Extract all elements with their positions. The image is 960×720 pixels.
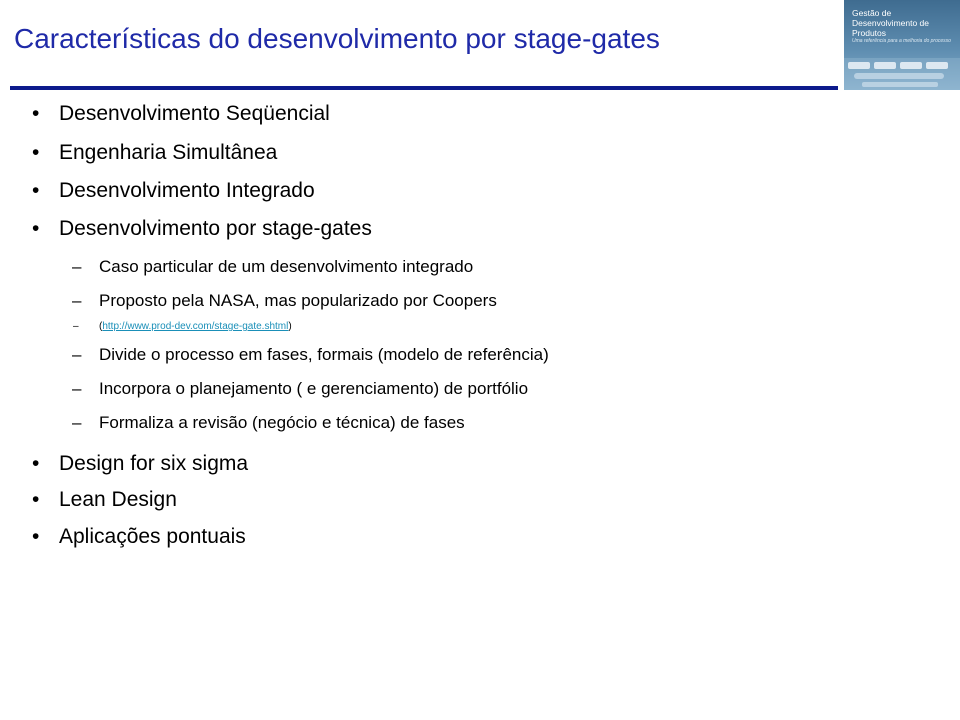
- bullet-text: Desenvolvimento Seqüencial: [59, 102, 330, 125]
- bullet-text: Design for six sigma: [59, 452, 249, 475]
- bullet-marker: •: [32, 217, 40, 240]
- stage-gate-link[interactable]: http://www.prod-dev.com/stage-gate.shtml: [102, 321, 289, 332]
- sub-bullet-marker: –: [72, 257, 82, 276]
- logo-line-2: Desenvolvimento de Produtos: [852, 18, 930, 38]
- sub-bullet-text: Divide o processo em fases, formais (modelo de referência): [99, 345, 549, 364]
- sub-bullet-marker: –: [72, 345, 82, 364]
- logo-line-1: Gestão de: [852, 8, 892, 18]
- sub-bullet-marker: –: [72, 291, 82, 310]
- bullet-text: Desenvolvimento Integrado: [59, 179, 315, 202]
- bullet-text: Aplicações pontuais: [59, 525, 246, 548]
- sub-bullet-text: Formaliza a revisão (negócio e técnica) de fases: [99, 413, 465, 432]
- bullet-text: Lean Design: [59, 488, 177, 511]
- link-open-paren: (: [99, 321, 103, 332]
- bullet-marker: •: [32, 141, 40, 164]
- sub-bullet-text: [99, 320, 292, 333]
- bullet-marker: •: [32, 102, 40, 125]
- bullet-marker: •: [32, 525, 40, 548]
- link-close-paren: ): [288, 321, 292, 332]
- bullet-text: Engenharia Simultânea: [59, 141, 278, 164]
- sub-bullet-marker: –: [72, 413, 82, 432]
- bullet-marker: •: [32, 488, 40, 511]
- logo-line-3: Uma referência para a melhoria do processo: [852, 38, 951, 44]
- bullet-marker: •: [32, 179, 40, 202]
- bullet-text: Desenvolvimento por stage-gates: [59, 217, 372, 240]
- sub-bullet-text: Caso particular de um desenvolvimento integrado: [99, 257, 474, 276]
- sub-bullet-marker: –: [72, 379, 82, 398]
- sub-bullet-text: Proposto pela NASA, mas popularizado por Coopers: [99, 291, 497, 310]
- slide-title: Características do desenvolvimento por stage-gates: [14, 23, 660, 54]
- sub-bullet-marker: –: [73, 321, 79, 332]
- bullet-marker: •: [32, 452, 40, 475]
- sub-bullet-text: Incorpora o planejamento ( e gerenciamento) de portfólio: [99, 379, 529, 398]
